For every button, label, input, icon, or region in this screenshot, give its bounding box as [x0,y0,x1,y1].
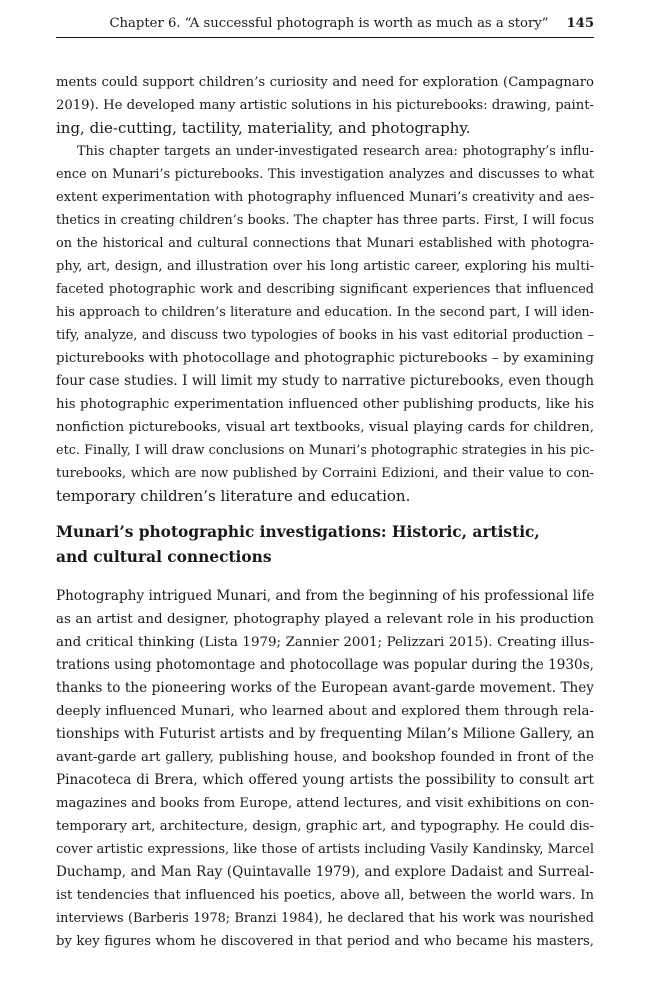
text-line: cover artistic expressions, like those of artists including Vasily Kandinsky, Marcel [56,842,594,857]
text-line: deeply influenced Munari, who learned about and explored them through rela- [56,704,594,719]
text-line: thetics in creating children’s books. The chapter has three parts. First, I will focus [56,213,594,228]
text-line: by key figures whom he discovered in that period and who became his masters, [56,934,594,949]
text-line: ence on Munari’s picturebooks. This investigation analyzes and discusses to what [56,167,594,182]
section-heading [56,520,594,570]
text-line: his photographic experimentation influenced other publishing products, like his [56,397,594,412]
text-line: his approach to children’s literature and education. In the second part, I will iden- [56,305,594,320]
heading-line: Munari’s photographic investigations: Historic, artistic, [56,523,540,541]
page-number: 145 [566,16,594,31]
text-line: ing, die-cutting, tactility, materiality, and photography. [56,119,471,137]
text-line: temporary children’s literature and education. [56,487,411,505]
paragraph-chapter-overview [56,140,594,508]
text-line: avant-garde art gallery, publishing house, and bookshop founded in front of the [56,750,594,765]
text-line: etc. Finally, I will draw conclusions on Munari’s photographic strategies in his pic- [56,443,594,458]
text-line: tionships with Futurist artists and by frequenting Milan’s Milione Gallery, an [56,726,594,742]
text-line: trations using photomontage and photocollage was popular during the 1930s, [56,657,594,673]
text-line: thanks to the pioneering works of the European avant-garde movement. They [56,680,594,696]
text-line: phy, art, design, and illustration over his long artistic career, exploring his multi- [56,259,594,274]
text-line: faceted photographic work and describing significant experiences that influenced [56,282,594,297]
text-line: magazines and books from Europe, attend lectures, and visit exhibitions on con- [56,796,594,811]
paragraph-continued [56,71,594,140]
text-line: Duchamp, and Man Ray (Quintavalle 1979), and explore Dadaist and Surreal- [56,864,594,880]
text-line: interviews (Barberis 1978; Branzi 1984), he declared that his work was nourished [56,911,594,926]
text-line: nonfiction picturebooks, visual art textbooks, visual playing cards for children, [56,420,594,435]
text-line: on the historical and cultural connections that Munari established with photogra- [56,236,594,251]
text-line: ments could support children’s curiosity and need for exploration (Campagnaro [56,75,594,90]
running-title: Chapter 6. “A successful photograph is worth as much as a story” [109,16,549,31]
text-line: four case studies. I will limit my study to narrative picturebooks, even though [56,373,594,389]
text-line: as an artist and designer, photography played a relevant role in his production [56,612,594,627]
text-line: and critical thinking (Lista 1979; Zannier 2001; Pelizzari 2015). Creating illus- [56,635,594,650]
heading-line: and cultural connections [56,548,272,566]
header-rule [56,37,594,38]
paragraph-section-body [56,585,594,953]
text-line: extent experimentation with photography influenced Munari’s creativity and aes- [56,190,594,205]
text-line: temporary art, architecture, design, graphic art, and typography. He could dis- [56,819,594,834]
text-line: This chapter targets an under-investigated research area: photography’s influ- [77,144,594,159]
text-line: tify, analyze, and discuss two typologies of books in his vast editorial production – [56,328,594,343]
text-line: turebooks, which are now published by Corraini Edizioni, and their value to con- [56,466,594,481]
text-line: ist tendencies that influenced his poetics, above all, between the world wars. In [56,888,594,903]
text-line: Photography intrigued Munari, and from the beginning of his professional life [56,588,594,604]
text-line: 2019). He developed many artistic solutions in his picturebooks: drawing, paint- [56,98,594,113]
text-line: picturebooks with photocollage and photographic picturebooks – by examining [56,351,594,366]
text-line: Pinacoteca di Brera, which offered young artists the possibility to consult art [56,772,594,788]
running-head [56,16,594,36]
